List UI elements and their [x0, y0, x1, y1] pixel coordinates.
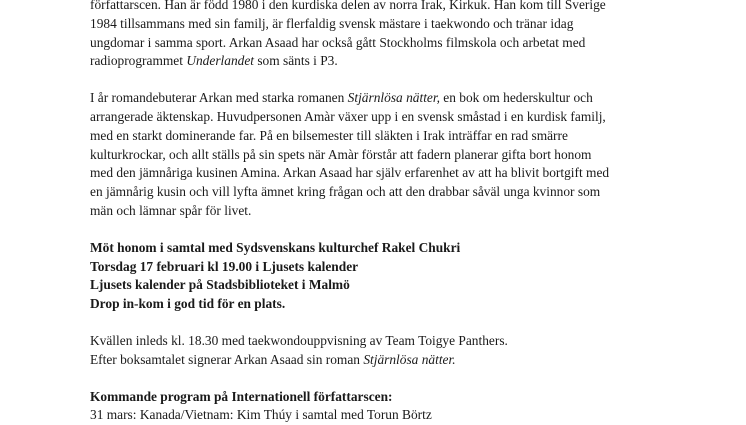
intro-line-4	[90, 52, 690, 71]
novel-line-2: arrangerade äktenskap. Huvudpersonen Amàr växer upp i en svensk småstad i en kurdisk familj,	[90, 108, 606, 124]
novel-line-4: kulturkrockar, och allt ställs på sin spets när Amàr förstår att fadern planerar gifta bort honom	[90, 146, 592, 162]
event-line-4: Drop in-kom i god tid för en plats.	[90, 296, 286, 312]
signing-novel-title: Stjärnlösa nätter.	[363, 351, 456, 367]
intro-line-4-post: som sänts i P3.	[254, 53, 338, 69]
intro-line-1: författarscen. Han är född 1980 i den kurdiska delen av norra Irak, Kirkuk. Han kom till Sverige	[90, 0, 606, 12]
novel-title: Stjärnlösa nätter,	[347, 90, 440, 106]
novel-line-6: en jämnårig kusin och vill lyfta ämnet kring frågan och att den drabbar såväl unga kvinnor som	[90, 184, 601, 200]
document-body	[90, 0, 690, 425]
novel-line-7: män och lämnar spår för livet.	[90, 202, 252, 218]
evening-line: Kvällen inleds kl. 18.30 med taekwondouppvisning av Team Toigye Panthers.	[90, 332, 508, 348]
novel-line-1	[90, 89, 690, 108]
program-item: 31 mars: Kanada/Vietnam: Kim Thúy i samtal med Torun Börtz	[90, 407, 432, 423]
program-heading: Kommande program på Internationell författarscen:	[90, 388, 393, 404]
novel-line-1-pre: I år romandebuterar Arkan med starka romanen	[90, 90, 348, 106]
event-line-3: Ljusets kalender på Stadsbiblioteket i Malmö	[90, 277, 350, 293]
novel-line-3: med en starkt dominerande far. På en bilsemester till släkten i Irak inträffar en rad smärre	[90, 127, 568, 143]
event-line-1: Möt honom i samtal med Sydsvenskans kulturchef Rakel Chukri	[90, 239, 461, 255]
signing-line-pre: Efter boksamtalet signerar Arkan Asaad sin roman	[90, 351, 364, 367]
intro-line-3: ungdomar i samma sport. Arkan Asaad har också gått Stockholms filmskola och arbetat med	[90, 34, 586, 50]
novel-line-1-post: en bok om hederskultur och	[439, 90, 593, 106]
signing-line	[90, 351, 690, 370]
intro-line-4-pre: radioprogrammet	[90, 53, 187, 69]
program-title-underlandet: Underlandet	[186, 53, 254, 69]
intro-line-2: 1984 tillsammans med sin familj, är flerfaldig svensk mästare i taekwondo och tränar idag	[90, 15, 574, 31]
event-line-2: Torsdag 17 februari kl 19.00 i Ljusets kalender	[90, 258, 359, 274]
novel-line-5: med den jämnåriga kusinen Amina. Arkan Asaad har själv erfarenhet av att ha blivit bortgift med	[90, 165, 610, 181]
